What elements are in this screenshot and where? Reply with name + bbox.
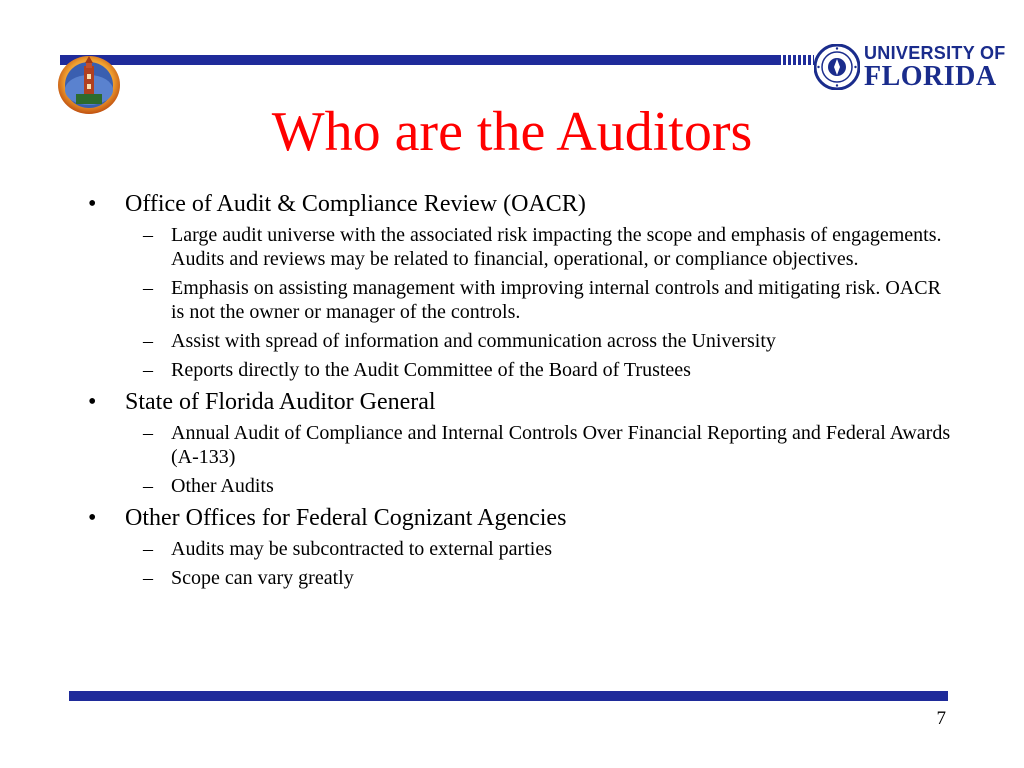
sub-bullet xyxy=(88,276,958,324)
bullet-marker: • xyxy=(88,191,97,217)
uf-seal-icon xyxy=(814,44,860,90)
dash-marker: – xyxy=(143,538,153,560)
bullet-auditor-general xyxy=(88,388,958,416)
header-rule xyxy=(60,55,778,65)
sub-bullet-text: Reports directly to the Audit Committee of the Board of Trustees xyxy=(171,359,691,381)
sub-bullet xyxy=(88,358,958,382)
bullet-oacr xyxy=(88,190,958,218)
bullet-other-offices xyxy=(88,504,958,532)
dash-marker: – xyxy=(143,475,153,497)
header-rule-stripes xyxy=(778,55,814,65)
sub-bullet xyxy=(88,421,958,469)
dash-marker: – xyxy=(143,330,153,352)
sub-bullet-text: Annual Audit of Compliance and Internal Controls Over Financial Reporting and Federal Awards (A-133) xyxy=(171,422,951,468)
university-of-florida-logo xyxy=(814,38,1004,96)
dash-marker: – xyxy=(143,359,153,381)
sub-bullet-text: Other Audits xyxy=(171,475,274,497)
slide-title: Who are the Auditors xyxy=(271,101,753,163)
sub-bullet-text: Large audit universe with the associated risk impacting the scope and emphasis of engagements. Audits and reviews may be related to financial, operational, or compliance objectives. xyxy=(171,224,942,270)
dash-marker: – xyxy=(143,277,153,299)
bullet-text: Other Offices for Federal Cognizant Agencies xyxy=(125,505,567,531)
sub-bullet-text: Assist with spread of information and communication across the University xyxy=(171,330,776,352)
dash-marker: – xyxy=(143,224,153,246)
bullet-text: State of Florida Auditor General xyxy=(125,389,436,415)
sub-bullet xyxy=(88,537,958,561)
dash-marker: – xyxy=(143,422,153,444)
sub-bullet-text: Scope can vary greatly xyxy=(171,567,354,589)
sub-bullet xyxy=(88,474,958,498)
sub-bullet-text: Emphasis on assisting management with improving internal controls and mitigating risk. OACR is not the owner or manager of the controls. xyxy=(171,277,941,323)
sub-bullet xyxy=(88,566,958,590)
page-number: 7 xyxy=(936,708,946,729)
sub-bullet-text: Audits may be subcontracted to external parties xyxy=(171,538,552,560)
logo-florida: FLORIDA xyxy=(864,61,997,92)
sub-bullet xyxy=(88,329,958,353)
bullet-marker: • xyxy=(88,505,97,531)
footer-rule xyxy=(69,691,948,701)
bullet-marker: • xyxy=(88,389,97,415)
bullet-text: Office of Audit & Compliance Review (OACR) xyxy=(125,191,586,217)
slide-body xyxy=(88,190,958,590)
logo-university-of: UNIVERSITY OF xyxy=(864,43,1006,63)
dash-marker: – xyxy=(143,567,153,589)
sub-bullet xyxy=(88,223,958,271)
